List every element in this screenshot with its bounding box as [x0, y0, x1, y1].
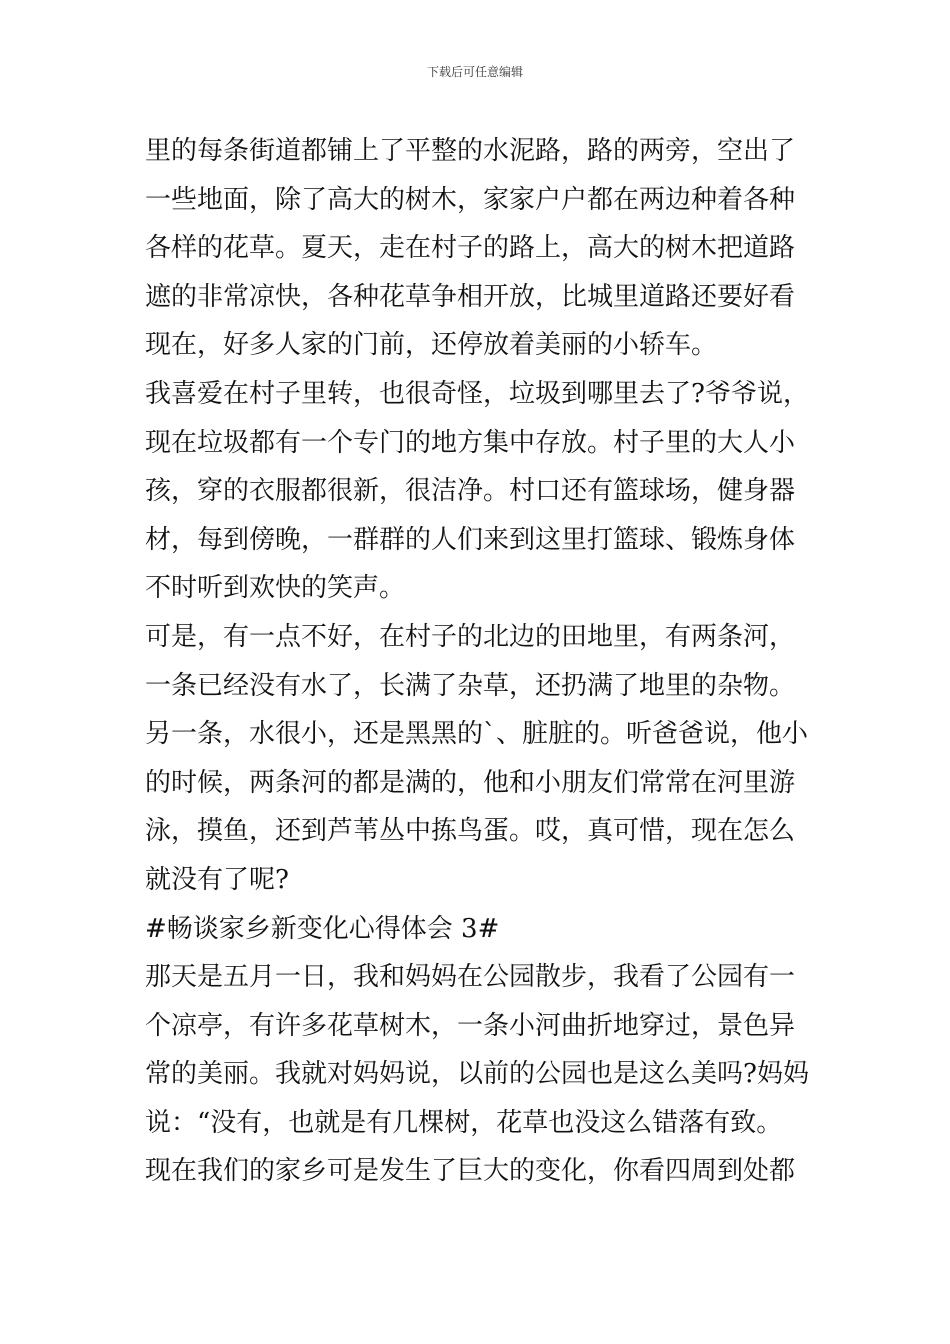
- text-line: 各样的花草。夏天，走在村子的路上，高大的树木把道路: [145, 233, 796, 264]
- text-line: 的时候，两条河的都是满的，他和小朋友们常常在河里游: [145, 767, 796, 798]
- text-line: 材，每到傍晚，一群群的人们来到这里打篮球、锻炼身体: [145, 524, 796, 555]
- text-line: 遮的非常凉快，各种花草争相开放，比城里道路还要好看: [145, 281, 796, 312]
- text-line: 我喜爱在村子里转，也很奇怪，垃圾到哪里去了?爷爷说，: [145, 378, 809, 409]
- text-line: 不时听到欢快的笑声。: [145, 573, 406, 604]
- text-line: 一条已经没有水了，长满了杂草，还扔满了地里的杂物。: [145, 670, 796, 701]
- text-line: 泳，摸鱼，还到芦苇丛中拣鸟蛋。哎，真可惜，现在怎么: [145, 816, 796, 847]
- text-line: 常的美丽。我就对妈妈说，以前的公园也是这么美吗?妈妈: [145, 1059, 809, 1090]
- text-line: 里的每条街道都铺上了平整的水泥路，路的两旁，空出了: [145, 136, 796, 166]
- text-line: 现在，好多人家的门前，还停放着美丽的小轿车。: [145, 330, 718, 361]
- text-line: 孩，穿的衣服都很新，很洁净。村口还有篮球场，健身器: [145, 476, 796, 507]
- text-line: 现在垃圾都有一个专门的地方集中存放。村子里的大人小: [145, 427, 796, 458]
- page-header: 下载后可任意编辑: [426, 65, 523, 79]
- text-line: 可是，有一点不好，在村子的北边的田地里，有两条河，: [145, 621, 796, 652]
- text-line: 就没有了呢?: [145, 864, 289, 895]
- text-line: 另一条，水很小，还是黑黑的`、脏脏的。听爸爸说，他小: [145, 719, 809, 750]
- section-heading: #畅谈家乡新变化心得体会 3#: [145, 913, 500, 944]
- document-body: [145, 127, 815, 1196]
- text-line: 个凉亭，有许多花草树木，一条小河曲折地穿过，景色异: [145, 1010, 796, 1041]
- text-line: 现在我们的家乡可是发生了巨大的变化，你看四周到处都: [145, 1156, 796, 1187]
- text-line: 那天是五月一日，我和妈妈在公园散步，我看了公园有一: [145, 962, 796, 993]
- text-line: 说：“没有，也就是有几棵树，花草也没这么错落有致。: [145, 1107, 783, 1138]
- text-line: 一些地面，除了高大的树木，家家户户都在两边种着各种: [145, 184, 796, 215]
